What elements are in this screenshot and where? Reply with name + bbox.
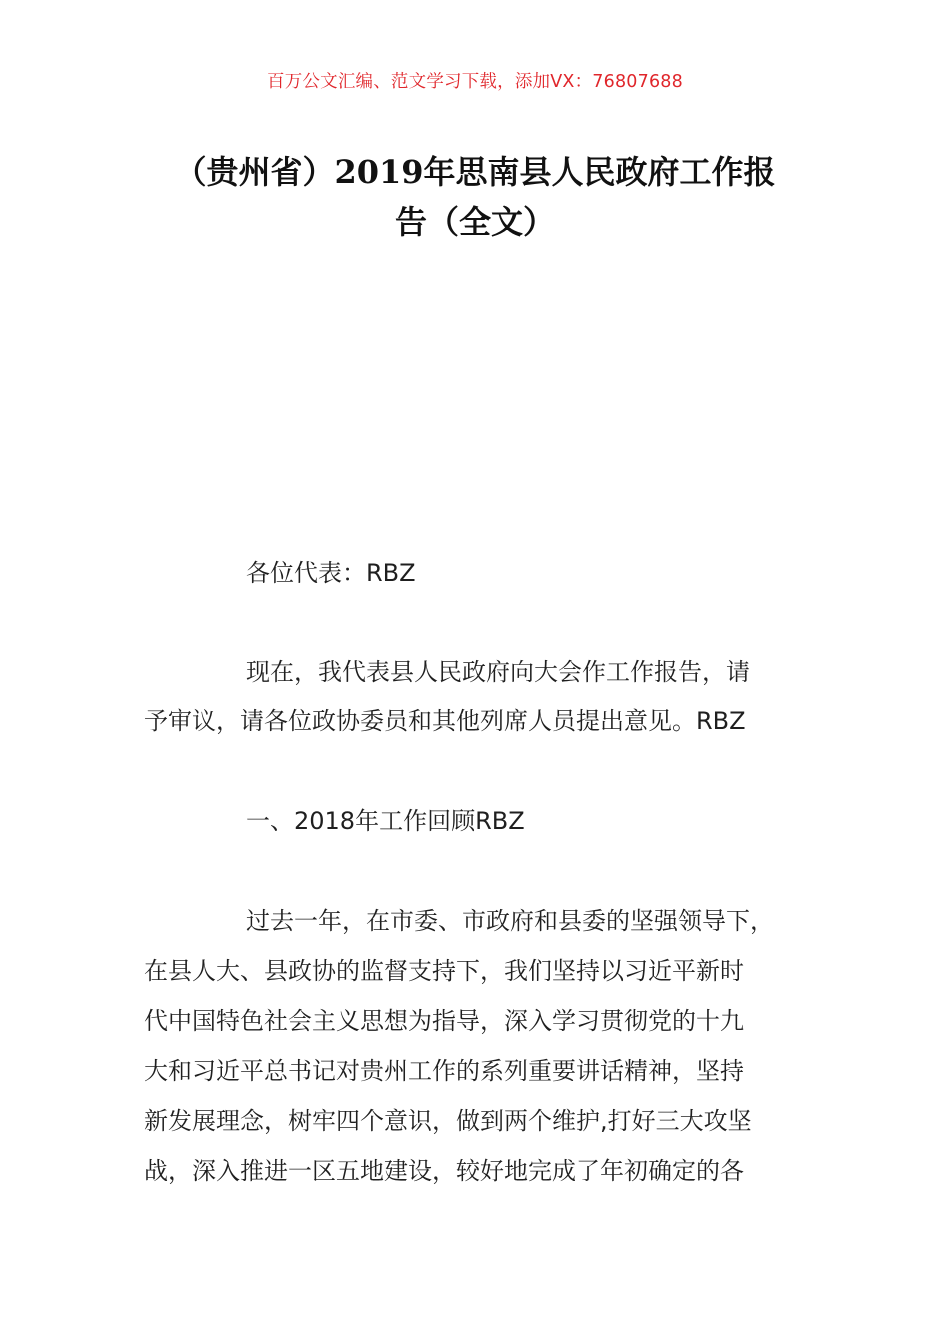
intro-line-2: 予审议，请各位政协委员和其他列席人员提出意见。RBZ [144, 707, 746, 735]
review-line-1: 过去一年，在市委、市政府和县委的坚强领导下， [246, 907, 774, 935]
promo-banner: 百万公文汇编、范文学习下载，添加VX：76807688 [267, 72, 683, 92]
review-line-5: 新发展理念，树牢四个意识，做到两个维护,打好三大攻坚 [144, 1107, 752, 1135]
greeting-line: 各位代表：RBZ [246, 559, 416, 587]
document-title-line-1: （贵州省）2019年思南县人民政府工作报 [174, 153, 776, 191]
section-heading: 一、2018年工作回顾RBZ [246, 807, 525, 835]
review-line-6: 战，深入推进一区五地建设，较好地完成了年初确定的各 [144, 1157, 744, 1185]
review-line-4: 大和习近平总书记对贵州工作的系列重要讲话精神，坚持 [144, 1057, 744, 1085]
review-line-2: 在县人大、县政协的监督支持下，我们坚持以习近平新时 [144, 957, 744, 985]
document-title-line-2: 告（全文） [394, 203, 555, 241]
review-line-3: 代中国特色社会主义思想为指导，深入学习贯彻党的十九 [144, 1007, 744, 1035]
intro-line-1: 现在，我代表县人民政府向大会作工作报告，请 [246, 658, 750, 686]
